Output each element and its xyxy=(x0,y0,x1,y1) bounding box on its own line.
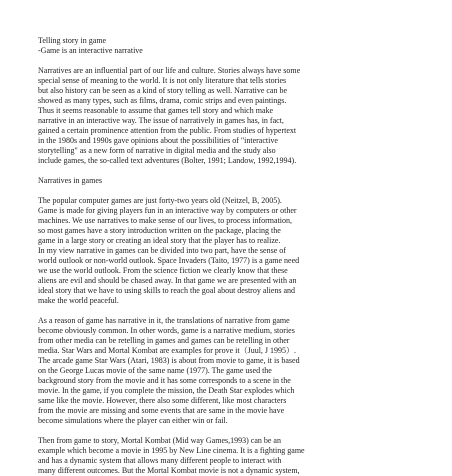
document-subtitle: -Game is an interactive narrative xyxy=(38,46,143,55)
text-line: so most games have a story introduction written on the package, placing the xyxy=(38,226,281,235)
text-line: become obviously common. In other words, game is a narrative medium, stories xyxy=(38,326,295,335)
text-line: and has a dynamic system that allows many different people to interact with xyxy=(38,456,282,465)
text-line: many different outcomes. But the Mortal Kombat movie is not a dynamic system, xyxy=(38,466,300,475)
text-line: Then from game to story, Mortal Kombat (Mid way Games,1993) can be an xyxy=(38,436,281,445)
text-line: Game is made for giving players fun in an interactive way by computers or other xyxy=(38,206,297,215)
text-line: include games, the so-called text adventures (Bolter, 1991; Landow, 1992,1994). xyxy=(38,156,297,165)
text-line: ideal story that we have to using skills to reach the goal about destroy aliens and xyxy=(38,286,296,295)
text-line: machines. We use narratives to make sense of our lives, to process information, xyxy=(38,216,293,225)
text-line: from the movie are missing and some events that are same in the movie have xyxy=(38,406,285,415)
spacer xyxy=(38,426,424,436)
text-line: in the 1980s and 1990s gave opinions about the possibilities of "interactive xyxy=(38,136,278,145)
text-line: As a reason of game has narrative in it, the translations of narrative from game xyxy=(38,316,290,325)
text-line: movie. In the game, if you complete the mission, the Death Star explodes which xyxy=(38,386,295,395)
document-page xyxy=(38,36,424,476)
intro-paragraph xyxy=(38,66,424,166)
text-line: become simulations where the player can either win or fail. xyxy=(38,416,228,425)
text-line: example which become a movie in 1995 by New Line cinema. It is a fighting game xyxy=(38,446,305,455)
body-paragraph-3 xyxy=(38,436,424,476)
text-line: we use the world outlook. From the science fiction we clearly know that these xyxy=(38,266,288,275)
text-line: but also history can be seen as a kind of story telling as well. Narrative can be xyxy=(38,86,288,95)
body-paragraph-2 xyxy=(38,316,424,426)
spacer xyxy=(38,166,424,176)
text-line: game in a large story or creating an ideal story that the player has to realize. xyxy=(38,236,281,245)
spacer xyxy=(38,306,424,316)
text-line: on the George Lucas movie of the same name (1977). The game used the xyxy=(38,366,272,375)
spacer xyxy=(38,186,424,196)
text-line: storytelling" as a new form of narrative in digital media and the study also xyxy=(38,146,276,155)
section-heading: Narratives in games xyxy=(38,176,102,185)
text-line: world outlook or non-world outlook. Space Invaders (Taito, 1977) is a game need xyxy=(38,256,300,265)
text-line: Thus it seems reasonable to assume that games tell story and which make xyxy=(38,106,274,115)
text-line: Narratives are an influential part of our life and culture. Stories always have some xyxy=(38,66,301,75)
text-line: The popular computer games are just forty-two years old (Neitzel, B, 2005). xyxy=(38,196,282,205)
text-line: showed as many types, such as films, drama, comic strips and even paintings. xyxy=(38,96,287,105)
text-line: narrative in an interactive way. The issue of narratively in games has, in fact, xyxy=(38,116,284,125)
text-line: special sense of meaning to the world. It is not only literature that tells stories xyxy=(38,76,287,85)
text-line: make the world peaceful. xyxy=(38,296,119,305)
text-line: same like the movie. However, there also some different, like most characters xyxy=(38,396,287,405)
text-line: media. Star Wars and Mortal Kombat are examples for prove it（Juul, J 1995）. xyxy=(38,346,297,355)
text-line: background story from the movie and it has some corresponds to a scene in the xyxy=(38,376,291,385)
spacer xyxy=(38,56,424,66)
body-paragraph-1 xyxy=(38,196,424,306)
text-line: from other media can be retelling in games and games can be retelling in other xyxy=(38,336,290,345)
text-line: In my view narrative in games can be divided into two part, have the sense of xyxy=(38,246,286,255)
text-line: gained a certain prominence attention from the public. From studies of hypertext xyxy=(38,126,297,135)
text-line: The arcade game Star Wars (Atari, 1983) is about from movie to game, it is based xyxy=(38,356,300,365)
document-title: Telling story in game xyxy=(38,36,107,45)
text-line: aliens are evil and should be chased away. In that game we are presented with an xyxy=(38,276,297,285)
